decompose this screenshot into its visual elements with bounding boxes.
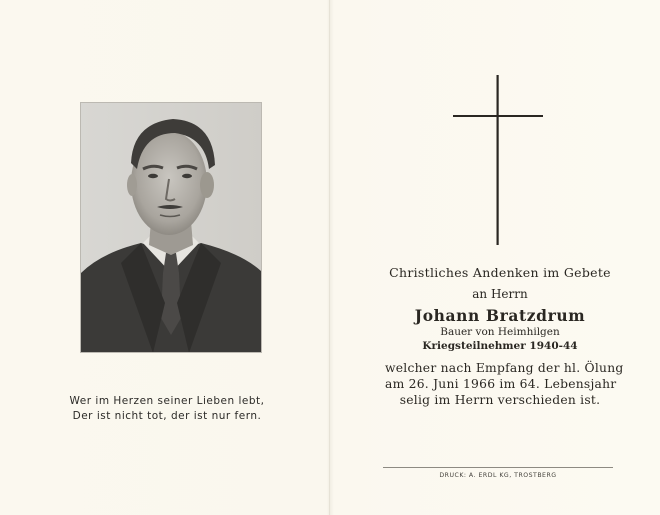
dedication-heading: Christliches Andenken im Gebete xyxy=(389,265,611,280)
cross-icon xyxy=(453,75,543,245)
portrait-photo xyxy=(80,102,262,353)
footer-rule xyxy=(383,467,613,468)
honorific: an Herrn xyxy=(472,287,528,301)
occupation: Bauer von Heimhilgen xyxy=(440,326,560,338)
body-line: welcher nach Empfang der hl. Ölung xyxy=(385,361,624,375)
war-service: Kriegsteilnehmer 1940-44 xyxy=(422,340,578,352)
printer-credit: DRUCK: A. ERDL KG, TROSTBERG xyxy=(439,472,557,479)
fold-line xyxy=(329,0,330,515)
motto-line: Der ist nicht tot, der ist nur fern. xyxy=(72,410,262,422)
motto-line: Wer im Herzen seiner Lieben lebt, xyxy=(69,395,265,407)
motto xyxy=(62,394,272,424)
body-line: am 26. Juni 1966 im 64. Lebensjahr xyxy=(385,377,617,391)
dedication-text xyxy=(385,263,624,408)
deceased-name: Johann Bratzdrum xyxy=(414,306,586,325)
portrait-image xyxy=(81,103,261,352)
body-line: selig im Herrn verschieden ist. xyxy=(399,393,601,407)
